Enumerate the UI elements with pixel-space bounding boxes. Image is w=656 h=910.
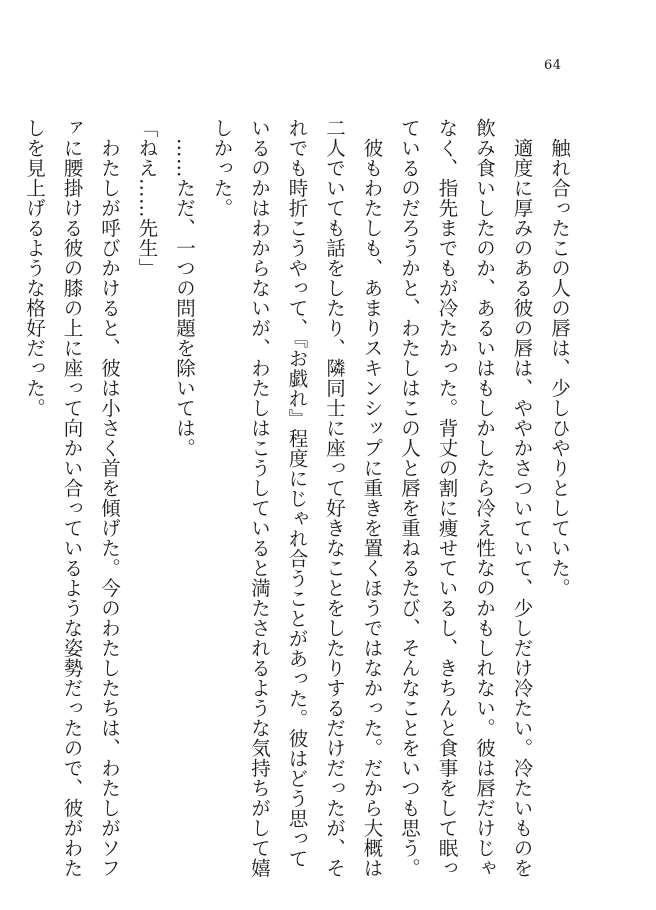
paragraph-dialogue: 「ねえ……先生」 bbox=[135, 118, 159, 278]
paragraph-6: わたしが呼びかけると、彼は小さく首を傾げた。今のわたしたちは、わたしがソファに腰掛ける彼の膝の上に座って向かい合っているような姿勢だったので、彼がわたしを見上げるような格好だった。 bbox=[23, 118, 121, 878]
paragraph-1: 触れ合ったこの人の唇は、少しひやりとしていた。 bbox=[548, 137, 571, 598]
paragraph-2: 適度に厚みのある彼の唇は、ややかさついていて、少しだけ冷たい。冷たいものを飲み食いしたのか、あるいはもしかしたら冷え性なのかもしれない。彼は唇だけじゃなく、指先までもが冷たかった。背丈の割に痩せているし、きちんと食事をして眠っているのだろうかと、わたしはこの人と唇を重ねるたび、そんなことをいつも思う。 bbox=[398, 118, 534, 878]
vertical-text-body bbox=[23, 118, 578, 878]
paragraph-3: 彼もわたしも、あまりスキンシップに重きを置くほうではなかった。だから大概は二人でいても話をしたり、隣同士に座って好きなことをしたりするだけだったが、それでも時折こうやって、『お戯れ』程度にじゃれ合うことがあった。彼はどう思っているのかはわからないが、わたしはこうしていると満たされるような気持ちがして嬉しかった。 bbox=[210, 118, 384, 878]
page-number: 64 bbox=[544, 58, 562, 73]
paragraph-4: ……ただ、一つの問題を除いては。 bbox=[173, 137, 196, 458]
